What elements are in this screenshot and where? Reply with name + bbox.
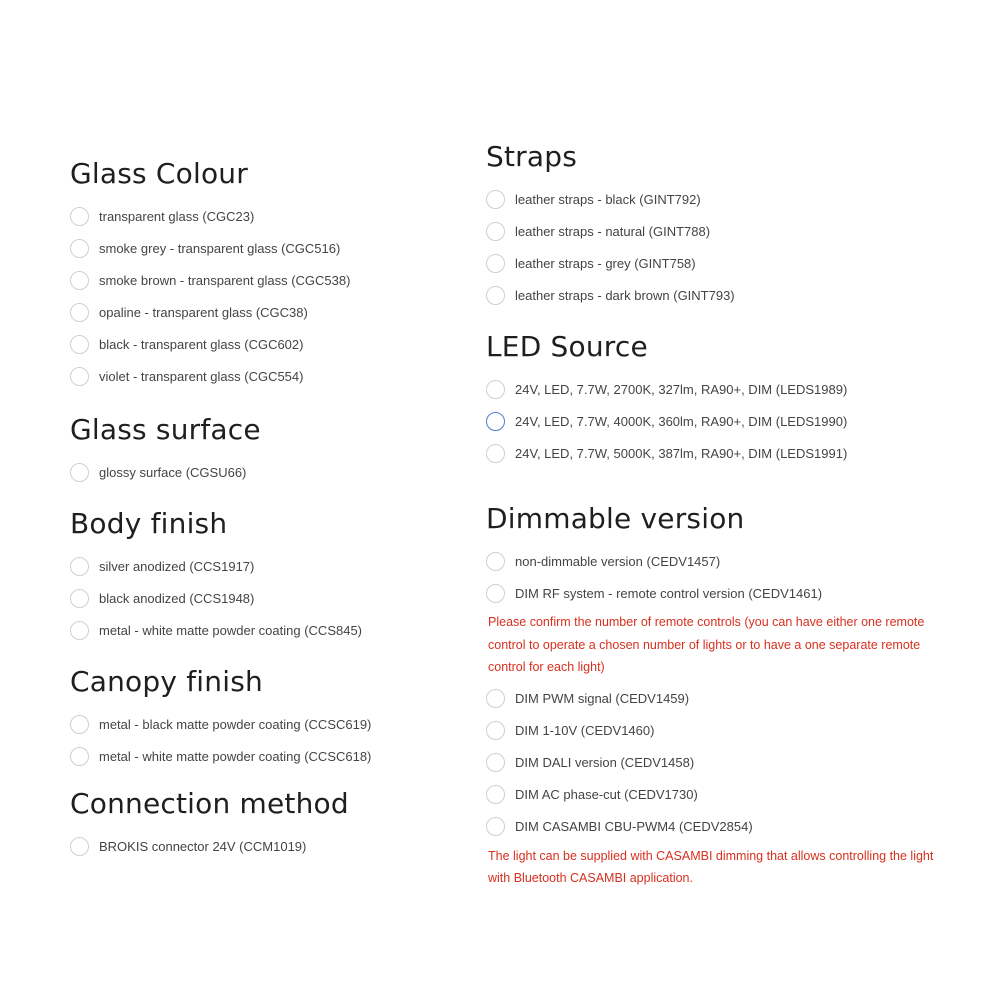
option-dim-1-10v[interactable] bbox=[486, 715, 966, 747]
section-title-glass-colour: Glass Colour bbox=[70, 157, 248, 190]
radio-button[interactable] bbox=[70, 303, 89, 322]
option-glass-colour-black[interactable] bbox=[70, 328, 470, 360]
connection-method-section bbox=[70, 786, 470, 862]
option-label: smoke grey - transparent glass (CGC516) bbox=[99, 240, 341, 256]
option-glass-colour-smoke-grey[interactable] bbox=[70, 232, 470, 264]
led-source-section bbox=[486, 329, 966, 469]
option-straps-black[interactable] bbox=[486, 183, 966, 215]
option-label: non-dimmable version (CEDV1457) bbox=[515, 553, 721, 569]
option-led-5000k[interactable] bbox=[486, 437, 966, 469]
option-dim-casambi[interactable] bbox=[486, 811, 966, 843]
option-label: BROKIS connector 24V (CCM1019) bbox=[99, 838, 307, 854]
dimmable-version-section bbox=[486, 501, 966, 890]
radio-button[interactable] bbox=[70, 463, 89, 482]
option-straps-dark-brown[interactable] bbox=[486, 279, 966, 311]
section-title-dimmable-version: Dimmable version bbox=[486, 502, 745, 535]
option-glass-surface-glossy[interactable] bbox=[70, 456, 470, 488]
option-label: smoke brown - transparent glass (CGC538) bbox=[99, 272, 351, 288]
radio-button[interactable] bbox=[486, 817, 505, 836]
option-connection-brokis[interactable] bbox=[70, 830, 470, 862]
radio-button[interactable] bbox=[486, 254, 505, 273]
option-label: metal - white matte powder coating (CCS845) bbox=[99, 622, 363, 638]
left-column bbox=[70, 156, 470, 862]
radio-button[interactable] bbox=[70, 335, 89, 354]
option-led-4000k[interactable] bbox=[486, 405, 966, 437]
glass-surface-section bbox=[70, 412, 470, 488]
option-label: DIM DALI version (CEDV1458) bbox=[515, 755, 695, 770]
glass-colour-section bbox=[70, 156, 470, 392]
option-dim-pwm[interactable] bbox=[486, 683, 966, 715]
radio-button[interactable] bbox=[486, 785, 505, 804]
option-glass-colour-transparent[interactable] bbox=[70, 200, 470, 232]
option-straps-grey[interactable] bbox=[486, 247, 966, 279]
option-label: transparent glass (CGC23) bbox=[99, 208, 255, 224]
option-label: DIM PWM signal (CEDV1459) bbox=[515, 691, 690, 706]
option-led-2700k[interactable] bbox=[486, 373, 966, 405]
radio-button[interactable] bbox=[486, 584, 505, 603]
option-label: leather straps - dark brown (GINT793) bbox=[515, 287, 735, 303]
section-title-straps: Straps bbox=[486, 140, 577, 173]
radio-button[interactable] bbox=[486, 689, 505, 708]
radio-button[interactable] bbox=[70, 747, 89, 766]
option-label: violet - transparent glass (CGC554) bbox=[99, 368, 304, 384]
option-dim-non-dimmable[interactable] bbox=[486, 545, 966, 577]
radio-button[interactable] bbox=[70, 239, 89, 258]
section-title-glass-surface: Glass surface bbox=[70, 413, 261, 446]
straps-section bbox=[486, 139, 966, 311]
option-body-finish-white[interactable] bbox=[70, 614, 470, 646]
note-casambi: The light can be supplied with CASAMBI dimming that allows controlling the light with Bluetooth CASAMBI application. bbox=[488, 848, 934, 885]
option-glass-colour-violet[interactable] bbox=[70, 360, 470, 392]
option-label: metal - white matte powder coating (CCSC618) bbox=[99, 748, 372, 764]
note-remote-controls: Please confirm the number of remote controls (you can have either one remote control to operate a chosen number of lights or to have a one separate remote control for each light) bbox=[488, 615, 925, 674]
radio-button[interactable] bbox=[70, 621, 89, 640]
radio-button[interactable] bbox=[70, 367, 89, 386]
option-dim-dali[interactable] bbox=[486, 747, 966, 779]
radio-button[interactable] bbox=[486, 444, 505, 463]
option-label: 24V, LED, 7.7W, 5000K, 387lm, RA90+, DIM (LEDS1991) bbox=[515, 445, 848, 461]
radio-button[interactable] bbox=[486, 380, 505, 399]
option-label: leather straps - natural (GINT788) bbox=[515, 223, 711, 239]
radio-button[interactable] bbox=[486, 286, 505, 305]
option-dim-ac-phase-cut[interactable] bbox=[486, 779, 966, 811]
option-canopy-black[interactable] bbox=[70, 708, 470, 740]
option-glass-colour-smoke-brown[interactable] bbox=[70, 264, 470, 296]
option-label: DIM RF system - remote control version (CEDV1461) bbox=[515, 585, 823, 601]
radio-button-focused[interactable] bbox=[486, 412, 505, 431]
radio-button[interactable] bbox=[70, 589, 89, 608]
option-body-finish-silver[interactable] bbox=[70, 550, 470, 582]
radio-button[interactable] bbox=[70, 207, 89, 226]
body-finish-section bbox=[70, 506, 470, 646]
option-label: silver anodized (CCS1917) bbox=[99, 558, 255, 574]
option-straps-natural[interactable] bbox=[486, 215, 966, 247]
option-label: DIM 1-10V (CEDV1460) bbox=[515, 723, 655, 738]
option-label: black anodized (CCS1948) bbox=[99, 590, 255, 606]
option-label: DIM AC phase-cut (CEDV1730) bbox=[515, 787, 698, 802]
option-label: DIM CASAMBI CBU-PWM4 (CEDV2854) bbox=[515, 819, 753, 834]
right-column bbox=[486, 139, 966, 894]
option-label: 24V, LED, 7.7W, 4000K, 360lm, RA90+, DIM (LEDS1990) bbox=[515, 413, 848, 429]
option-label: black - transparent glass (CGC602) bbox=[99, 336, 304, 352]
radio-button[interactable] bbox=[486, 552, 505, 571]
option-label: leather straps - grey (GINT758) bbox=[515, 255, 696, 271]
section-title-led-source: LED Source bbox=[486, 330, 648, 363]
option-label: leather straps - black (GINT792) bbox=[515, 191, 701, 207]
option-label: metal - black matte powder coating (CCSC619) bbox=[99, 716, 372, 732]
radio-button[interactable] bbox=[70, 557, 89, 576]
option-canopy-white[interactable] bbox=[70, 740, 470, 772]
option-dim-rf-system[interactable] bbox=[486, 577, 966, 609]
radio-button[interactable] bbox=[70, 715, 89, 734]
radio-button[interactable] bbox=[486, 721, 505, 740]
section-title-connection-method: Connection method bbox=[70, 787, 349, 820]
section-title-canopy-finish: Canopy finish bbox=[70, 665, 263, 698]
radio-button[interactable] bbox=[486, 753, 505, 772]
radio-button[interactable] bbox=[70, 837, 89, 856]
radio-button[interactable] bbox=[486, 222, 505, 241]
option-body-finish-black[interactable] bbox=[70, 582, 470, 614]
option-label: opaline - transparent glass (CGC38) bbox=[99, 304, 308, 320]
option-label: 24V, LED, 7.7W, 2700K, 327lm, RA90+, DIM (LEDS1989) bbox=[515, 381, 848, 397]
option-glass-colour-opaline[interactable] bbox=[70, 296, 470, 328]
section-title-body-finish: Body finish bbox=[70, 507, 228, 540]
radio-button[interactable] bbox=[70, 271, 89, 290]
canopy-finish-section bbox=[70, 664, 470, 772]
option-label: glossy surface (CGSU66) bbox=[99, 464, 247, 480]
radio-button[interactable] bbox=[486, 190, 505, 209]
